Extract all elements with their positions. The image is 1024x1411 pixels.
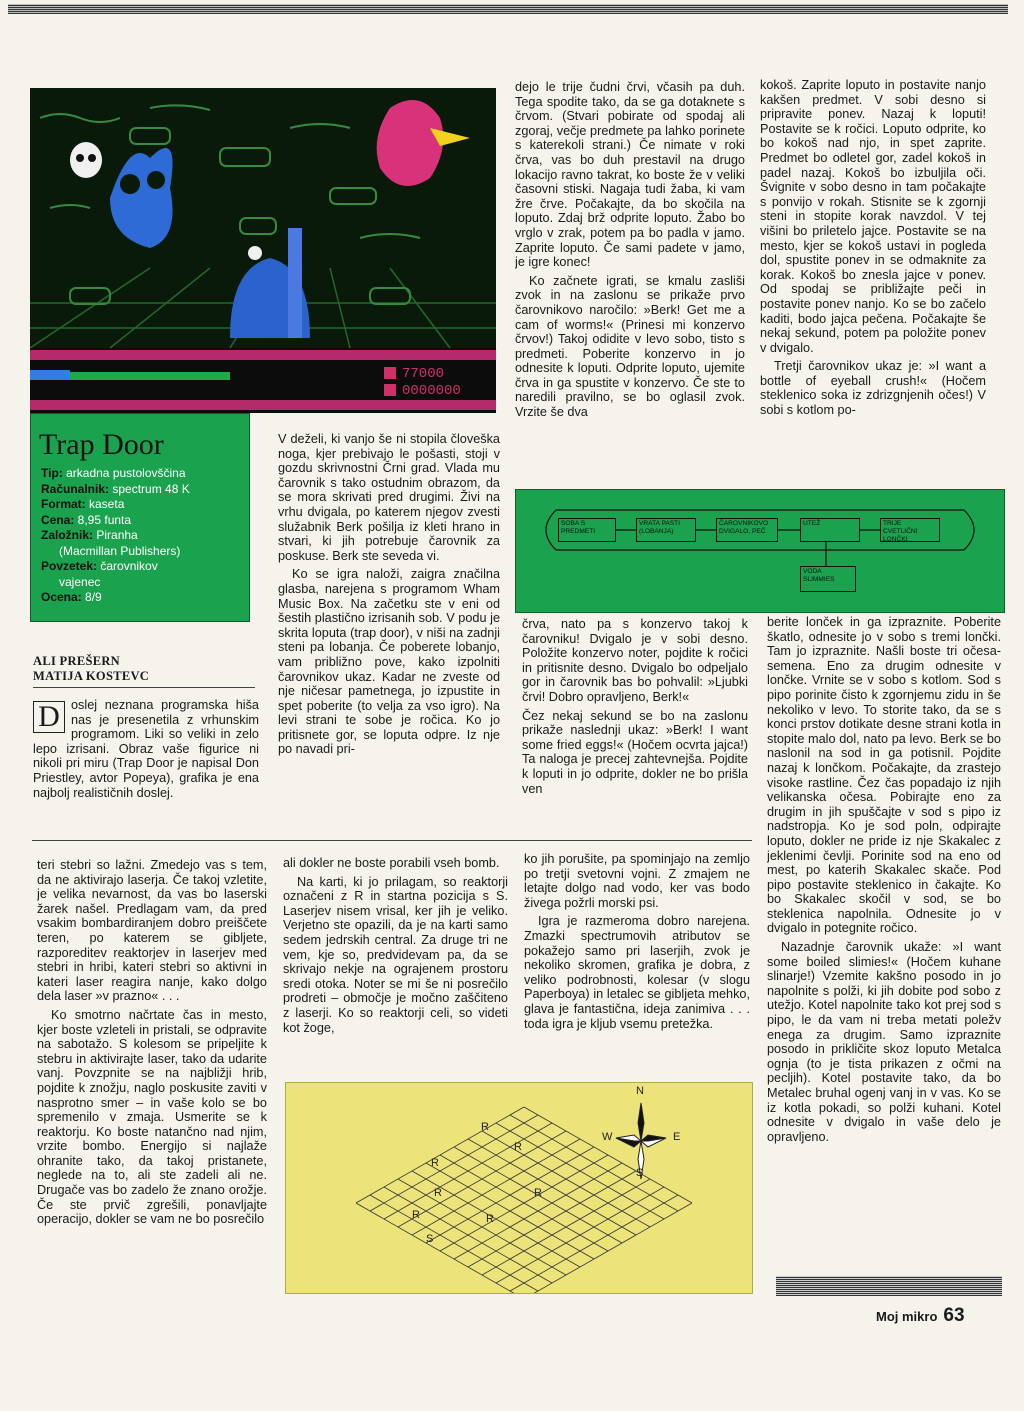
info-value: spectrum 48 K [109, 481, 190, 496]
map-mark: R [434, 1187, 442, 1199]
info-value: čarovnikov [97, 559, 158, 573]
info-row [41, 497, 249, 513]
compass-s: S [636, 1167, 644, 1179]
column-4-bottom [767, 615, 1001, 1255]
info-value: vajenec [59, 574, 101, 589]
info-value: Piranha [93, 528, 138, 542]
column-1-top [33, 698, 259, 828]
magazine-name: Moj mikro [876, 1309, 938, 1324]
info-value: 8/9 [81, 590, 102, 604]
map-mark: R [412, 1209, 420, 1221]
paragraph: črva, nato pa s konzervo takoj k čarovniku! Dvigalo je v sobi desno. Položite konzervo noter, pojdite k ročici in pritisnite desno. Dvigalo bo odpeljalo gor in čarovnik bas bo pohvalil: »Ljubki črvi! Dobro opravljeno, Berk!« [522, 617, 748, 704]
info-row [41, 528, 249, 544]
flowchart-box: VRATA PASTI (LOBANJA) [636, 518, 696, 542]
paragraph: Ko smotrno načrtate čas in mesto, kjer boste vzleteli in pristali, se odpravite na sabotažo. S kolesom se pripeljite k stebru in aktivirajte laser, tako da udarite vanj. Povzpnite se na najbližji hrib, pojdite k znožju, naglo poskusite zaviti v nasprotno smer – in vaše kolo se bo spremenilo v zmaja. Usmerite se k reaktorju. Ko boste natančno nad njim, vrzite bombo. Energijo si najlaže ohranite tako, da takoj pristanete, neglede na to, ali ste zadeli ali ne. Drugače vas bo zadelo že znano orožje. Če ste prvič zgrešili, ponavljajte operacijo, dokler se vam ne bo posrečilo [37, 1007, 267, 1227]
info-key: Format: [41, 497, 86, 511]
info-key: Računalnik: [41, 481, 110, 496]
info-value: arkadna pustolovščina [62, 466, 186, 480]
flowchart-box: TRIJE CVETLIČNI LONČKI [880, 518, 940, 542]
author-2: MATIJA KOSTEVC [33, 669, 150, 683]
info-row [41, 513, 249, 529]
flowchart-box: UTEŽ [800, 518, 860, 542]
map-mark: R [486, 1213, 494, 1225]
drop-cap: D [33, 701, 65, 733]
section-divider [32, 840, 752, 841]
info-row [41, 559, 249, 575]
compass-w: W [602, 1131, 613, 1143]
paragraph: teri stebri so lažni. Zmedejo vas s tem, da ne aktivirajo laserja. Če takoj vzletite, je velika nevarnost, da vas bo laserski žarek našel. Predlagam vam, da pred vsakim bombardiranjem dobro preiščete teren, po katerem se gibljete, razporeditev reaktorjev in laserjev med stebri in hribi, kateri stebri so aktivni in kateri laser reagira nanje, kako dolgo dela laser »v prazno« . . . [37, 858, 267, 1004]
intro-text: oslej neznana programska hiša nas je presenetila z vrhunskim programom. Liki so veliki in zelo lepo izrisani. Obraz vaše figurice ni nikoli pri miru (Trap Door je napisal Don Priestley, avtor Popeya), grafika je ena najbolj realističnih doslej. [33, 698, 259, 800]
info-row [59, 544, 249, 560]
info-row [41, 466, 249, 482]
section2-column-3 [524, 852, 750, 1076]
paragraph: Ko se igra naloži, zaigra značilna glasba, narejena s programom Wham Music Box. Na začetku ste v eni od šestih plastično izrisanih sob. V podu je skrita loputa (trap door), v niši na zadnji steni pa lobanja. Če poberete lobanjo, vam približno pove, kako izpolniti čarovnikov ukaz. Kadar ne zveste od nje ničesar pametnega, jo izpustite in spet poberite (to velja za vso igro). Na levi strani te sobe je ročica. Ko jo pritisnete gor, se loputa odpre. Iz nje po navadi pri- [278, 567, 500, 757]
paragraph: Igra je razmeroma dobro narejena. Zmazki spectrumovih atributov se pokažejo samo pri laserjih, zvok je nekoliko skromen, grafika je dobra, z veliko podrobnosti, kolesar (v slogu Paperboya) in letalec se gibljeta mehko, glava je fantastična, ideja zanimiva . . . toda igra je kljub vsemu pretežka. [524, 914, 750, 1031]
page-number: 63 [943, 1305, 965, 1326]
bottom-stripe [776, 1276, 1002, 1296]
flowchart-box: VODA SLIMMIES [800, 566, 856, 592]
paragraph: Čez nekaj sekund se bo na zaslonu prikaže naslednji ukaz: »Berk! I want some fried eggs!« (Hočem ocvrta jajca!) Ta naloga je precej zahtevnejša. Pojdite k loputi in jo odprite, dokler ne bo prišla ven [522, 708, 748, 796]
map-mark: R [431, 1157, 439, 1169]
page-footer [876, 1305, 965, 1327]
map-mark: R [534, 1187, 542, 1199]
info-value: (Macmillan Publishers) [59, 543, 181, 558]
column-3-top [515, 80, 745, 480]
game-screenshot [30, 88, 496, 413]
info-value: 8,95 funta [74, 512, 132, 527]
map-drawing [286, 1083, 752, 1293]
map-mark: R [514, 1141, 522, 1153]
paragraph: Na karti, ki jo prilagam, so reaktorji označeni z R in startna pozicija s S. Laserjev nisem vrisal, ker jih je veliko. Verjetno ste opazili, da je na karti samo sedem jedrskih central. Za druge tri ne vem, kje so, predvidevam pa, da se skrivajo nekje na ograjenem prostoru sredi otoka. Noter se mi še ni posrečilo prodreti – območje je močno zaščiteno z laserji. Ko so reaktorji celi, so videti kot žoge, [283, 874, 508, 1035]
flowchart-box: ČAROVNIKOVO DVIGALO, PEČ [716, 518, 778, 542]
section2-column-2 [283, 856, 508, 1076]
column-3-bottom [522, 617, 748, 833]
paragraph: ko jih porušite, pa spominjajo na zemljo po tretji svetovni vojni. Z zmajem ne letajte dolgo nad vodo, ker vas bodo živega požrli morski psi. [524, 852, 750, 910]
info-key: Cena: [41, 512, 75, 527]
paragraph: Ko začnete igrati, se kmalu zasliši zvok in na zaslonu se prikaže prvo čarovnikovo naročilo: »Berk! Get me a cam of worms!« (Prinesi mi konzervo črvov!) Takoj odidite v levo sobo, tisto s predmeti. Poberite konzervo in jo odnesite k loputi. Odprite loputo, ujemite črva in ga spustite v konzervo. Če ste to naredili pravilno, se bo oglasil zvok. Vrzite še dva [515, 273, 745, 420]
info-rows [31, 466, 249, 606]
game-scene-illustration [30, 88, 496, 413]
map-mark: S [426, 1233, 434, 1245]
paragraph: dejo le trije čudni črvi, včasih pa duh. Tega spodite tako, da se ga dotaknete s črvom. (Stvari pobirate od spodaj ali zgoraj, večje predmete pa lahko porinete s katerekoli strani.) Če nimate v roki črva, vas bo duh prestavil na drugo lokacijo ravno takrat, ko boste že v veliki časovni stiski. Nagaja tudi žaba, ki vam žre črve. Počakajte, da bo skočila na loputo. Zdaj brž odprite loputo. Žabo bo vrglo v zrak, potem pa bo padla v jamo. Zaprite loputo. Če sami padete v jamo, je igre konec! [515, 80, 745, 270]
compass-e: E [673, 1131, 681, 1143]
author-rule [33, 687, 255, 688]
paragraph: V deželi, ki vanjo še ni stopila človeška noga, kjer prebivajo le pošasti, stoji v gozdu skrivnostni Črni grad. Vlada mu čarovnik s tako ostudnim obrazom, da se mora skrivati pred drugimi. Živi na vrhu dvigala, po katerem njegov zvesti služabnik Berk pošilja iz kleti hrano in stvari, ki jih potrebuje čarovnik za poskuse. Berk ste seveda vi. [278, 432, 500, 563]
info-key: Tip: [41, 466, 63, 480]
paragraph: berite lonček in ga izpraznite. Poberite škatlo, odnesite jo v sobo s tremi lončki. Tam jo izpraznite. Našli boste tri očesa-semena. Eno za drugim odnesite v lončke. Vrnite se v sobo s kotlom. Sod s pipo porinite čisto k zgornjemu zidu in še nekoliko v levo. To storite tako, da se s konci prstov dotikate desne strani kotla in stopite malo dol, nato pa levo. Berk se bo naslonil na sod in ga potisnil. Pojdite nazaj k lončkom. Počakajte, da zrastejo visoke rastline. Čez čas popadajo iz njih velikanska očesa. Pobirajte eno za drugim in jih spuščajte v sod s pipo iz nadstropja. Ko je sod poln, odpirajte loputo, dokler ne pride iz nje Skakalec z jeklenimi čevlji. Porinite sod na eno od mest, po katerih Skakalec skače. Pod pipo postavite steklenico in čakajte. Ko bo Skakalec skočil v sod, se bo steklenica napolnila. Odnesite jo v dvigalo in potegnite ročico. [767, 615, 1001, 936]
top-stripe [8, 4, 1008, 14]
flowchart-lines [516, 490, 1004, 612]
info-key: Povzetek: [41, 559, 98, 573]
paragraph: Tretji čarovnikov ukaz je: »I want a bottle of eyeball crush!« (Hočem steklenico soka iz zdrizgnjenih očes!) V sobi s kotlom po- [760, 359, 986, 418]
paragraph: Nazadnje čarovnik ukaže: »I want some boiled slimies!« (Hočem kuhane slinarje!) Vzemite kakšno posodo in jo napolnite s polži, ki jih dobite pod sobo z utežjo. Kotel napolnite tako kot prej sod s pipo, le da vam ni treba metati poležv enega za drugim. Samo izpraznite posodo in prikličite skoz loputo Metalca ognja (to je tista prikazen z očmi na pecljih). Kotel postavite tako, da bo Metalec bruhal ogenj vanj in v vas. Ko se iz kotla pokadi, so polži kuhani. Kotel odnesite v dvigalo in vaše delo je opravljeno. [767, 940, 1001, 1144]
game-info-box [30, 413, 250, 622]
island-map [285, 1082, 753, 1294]
game-title: Trap Door [39, 428, 164, 461]
column-2-top [278, 432, 500, 830]
info-row [59, 575, 249, 591]
compass-n: N [636, 1085, 644, 1097]
paragraph: kokoš. Zaprite loputo in postavite nanjo kakšen predmet. V sobi desno si pripravite ponev. Nazaj k loputi! Postavite se k ročici. Loputo odprite, ko bo kokoš nad njo, in spet zaprite. Predmet bo odletel gor, zadel kokoš in padel nazaj. Kokoš bo izbuljila oči. Švignite v sobo desno in tam počakajte s ponvijo v rokah. Stisnite se k zgornji steni in stopite korak navzdol. V tej višini bo priletelo jajce. Postavite se na mesto, kjer se kokoš ustavi in pogleda dol, spustite ponev in se odmaknite za korak. Kokoš bo znesla jajce v ponev. Od spodaj se približajte peči in postavite ponev nanjo. Ko se bo začelo kaditi, bodo jajca pečena. Počakajte še nekaj sekund, potem pa položite ponev v dvigalo. [760, 78, 986, 355]
room-flowchart [515, 489, 1005, 613]
author-1: ALI PREŠERN [33, 654, 120, 668]
info-key: Založnik: [41, 528, 94, 542]
section2-column-1 [37, 858, 267, 1318]
flowchart-box: SOBA S PREDMETI [558, 518, 616, 542]
info-row [41, 590, 249, 606]
column-4-top [760, 78, 986, 478]
authors [33, 654, 255, 684]
map-mark: R [481, 1121, 489, 1133]
info-value: kaseta [85, 497, 125, 511]
info-key: Ocena: [41, 590, 82, 604]
score-bottom: 0000000 [402, 383, 461, 399]
info-row [41, 482, 249, 498]
paragraph: ali dokler ne boste porabili vseh bomb. [283, 856, 500, 870]
score-top: 77000 [402, 366, 445, 382]
